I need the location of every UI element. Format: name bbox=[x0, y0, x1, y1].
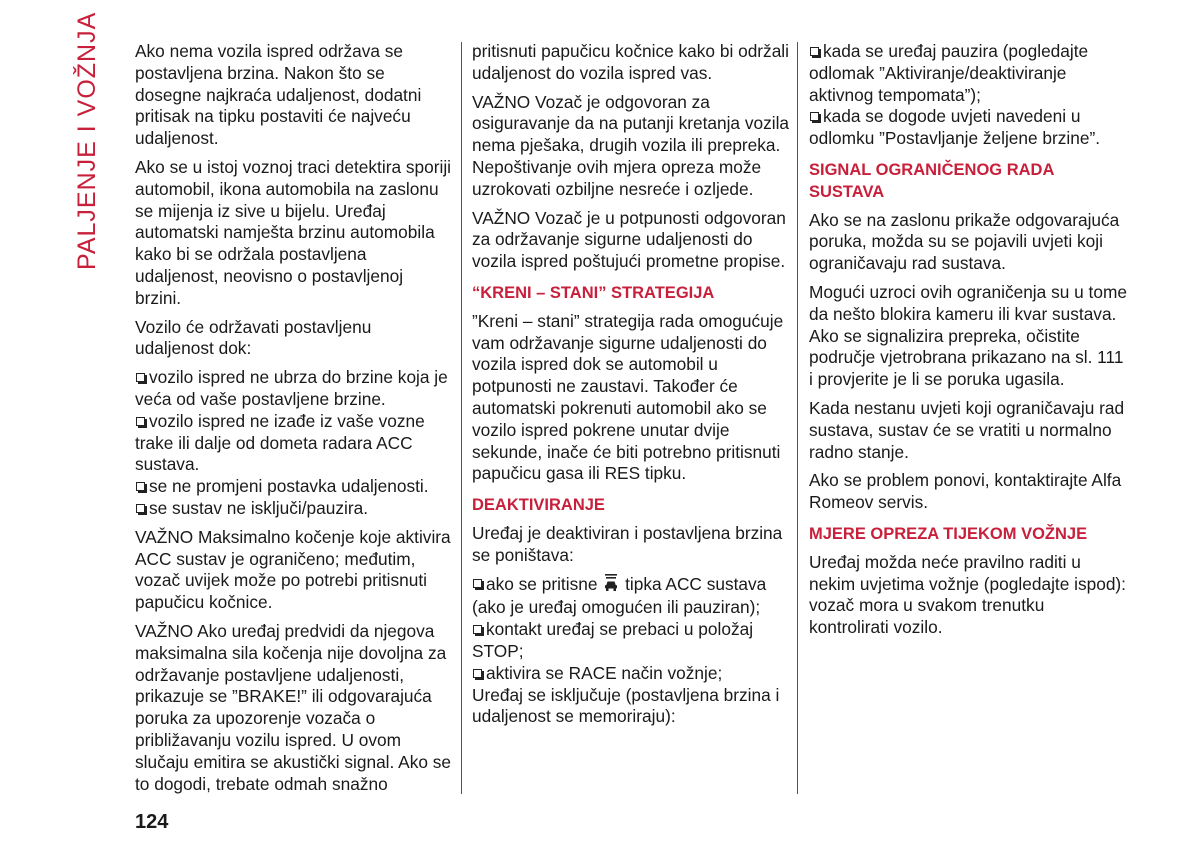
paragraph: Uređaj se isključuje (postavljena brzina i udaljenost se memoriraju): bbox=[472, 684, 780, 727]
paragraph: Ako se na zaslonu prikaže odgovarajuća poruka, možda su se pojavili uvjeti koji ograničavaju rad sustava. bbox=[809, 209, 1120, 274]
checkbox-bullet-icon bbox=[136, 482, 145, 491]
list-item: se ne promjeni postavka udaljenosti. bbox=[135, 476, 453, 498]
checkbox-bullet-icon bbox=[136, 417, 145, 426]
paragraph: Ako se u istoj voznoj traci detektira sporiji automobil, ikona automobila na zaslonu se mijenja iz sive u bijelu. Uređaj automatski namješta brzinu automobila kako bi se održala postavljena udaljenost, neovisno o postavljenoj brzini. bbox=[135, 156, 451, 308]
list-item: kada se dogode uvjeti navedeni u odlomku ”Postavljanje željene brzine”. bbox=[809, 106, 1101, 149]
section-heading: “KRENI – STANI” STRATEGIJA bbox=[472, 283, 715, 302]
paragraph: VAŽNO Maksimalno kočenje koje aktivira ACC sustav je ograničeno; međutim, vozač uvijek može po potrebi pritisnuti papučicu kočnice. bbox=[135, 526, 451, 613]
column-divider bbox=[797, 42, 798, 794]
paragraph: pritisnuti papučicu kočnice kako bi održali udaljenost do vozila ispred vas. bbox=[472, 41, 789, 83]
list-item: se sustav ne isključi/pauzira. bbox=[135, 498, 453, 520]
column-2 bbox=[472, 41, 790, 728]
section-title: PALJENJE I VOŽNJA bbox=[73, 11, 101, 270]
section-heading: SIGNAL OGRANIČENOG RADA SUSTAVA bbox=[809, 160, 1054, 201]
checkbox-bullet-icon bbox=[810, 112, 819, 121]
checkbox-bullet-icon bbox=[473, 669, 482, 678]
list-item: vozilo ispred ne izađe iz vaše vozne trake ili dalje od dometa radara ACC sustava. bbox=[135, 410, 425, 475]
paragraph: Uređaj možda neće pravilno raditi u nekim uvjetima vožnje (pogledajte ispod): vozač mora u svakom trenutku kontrolirati vozilo. bbox=[809, 551, 1126, 638]
checkbox-bullet-icon bbox=[473, 625, 482, 634]
paragraph: Uređaj je deaktiviran i postavljena brzina se poništava: bbox=[472, 522, 783, 565]
list-item: kada se uređaj pauzira (pogledajte odlomak ”Aktiviranje/deaktiviranje aktivnog tempomata”); bbox=[809, 41, 1089, 105]
paragraph: Kada nestanu uvjeti koji ograničavaju rad sustava, sustav će se vratiti u normalno radno stanje. bbox=[809, 397, 1125, 462]
column-3 bbox=[809, 41, 1127, 646]
paragraph: Vozilo će održavati postavljenu udaljenost dok: bbox=[135, 316, 372, 359]
checkbox-bullet-icon bbox=[810, 47, 819, 56]
list-item: kontakt uređaj se prebaci u položaj STOP; bbox=[472, 619, 754, 661]
list-item: aktivira se RACE način vožnje; bbox=[472, 663, 790, 685]
paragraph: ”Kreni – stani” strategija rada omogućuje vam održavanje sigurne udaljenosti do vozila ispred dok se automobil u potpunosti ne zaustavi. Također će automatski pokrenuti automobil ako se vozilo ispred pokrene unutar dvije sekunde, inače će biti potrebno pritisnuti papučicu gasa ili RES tipku. bbox=[472, 310, 784, 484]
column-divider bbox=[461, 42, 462, 794]
acc-car-icon bbox=[603, 574, 619, 598]
paragraph: VAŽNO Ako uređaj predvidi da njegova maksimalna sila kočenja nije dovoljna za održavanje postavljene udaljenosti, prikazuje se ”BRAKE!” ili odgovarajuća poruka za upozorenje vozača o približavanju vozilu ispred. U ovom slučaju emitira se akustički signal. Ako se to dogodi, trebate odmah snažno bbox=[135, 620, 451, 794]
list-item: vozilo ispred ne ubrza do brzine koja je veća od vaše postavljene brzine. bbox=[135, 367, 448, 409]
paragraph: VAŽNO Vozač je odgovoran za osiguravanje da na putanji kretanja vozila nema pješaka, drugih vozila ili prepreka. Nepoštivanje ovih mjera opreza može uzrokovati ozbiljne nesreće i ozljede. bbox=[472, 91, 790, 199]
list-item: ako se pritisne tipka ACC sustava (ako je uređaj omogućen ili pauziran); bbox=[472, 573, 767, 618]
paragraph: VAŽNO Vozač je u potpunosti odgovoran za održavanje sigurne udaljenosti do vozila ispred poštujući prometne propise. bbox=[472, 207, 786, 272]
paragraph: Mogući uzroci ovih ograničenja su u tome da nešto blokira kameru ili kvar sustava. Ako se signalizira prepreka, očistite područje vjetrobrana prikazano na sl. 111 i provjerite je li se poruka ugasila. bbox=[809, 281, 1127, 390]
column-1 bbox=[135, 41, 453, 802]
checkbox-bullet-icon bbox=[136, 373, 145, 382]
checkbox-bullet-icon bbox=[473, 579, 482, 588]
paragraph: Ako se problem ponovi, kontaktirajte Alfa Romeov servis. bbox=[809, 470, 1122, 513]
section-heading: DEAKTIVIRANJE bbox=[472, 496, 605, 515]
section-heading: MJERE OPREZA TIJEKOM VOŽNJE bbox=[809, 524, 1088, 543]
checkbox-bullet-icon bbox=[136, 504, 145, 513]
paragraph: Ako nema vozila ispred održava se postavljena brzina. Nakon što se dosegne najkraća udaljenost, dodatni pritisak na tipku postaviti će najveću udaljenost. bbox=[135, 41, 422, 149]
page-number: 124 bbox=[135, 811, 169, 833]
